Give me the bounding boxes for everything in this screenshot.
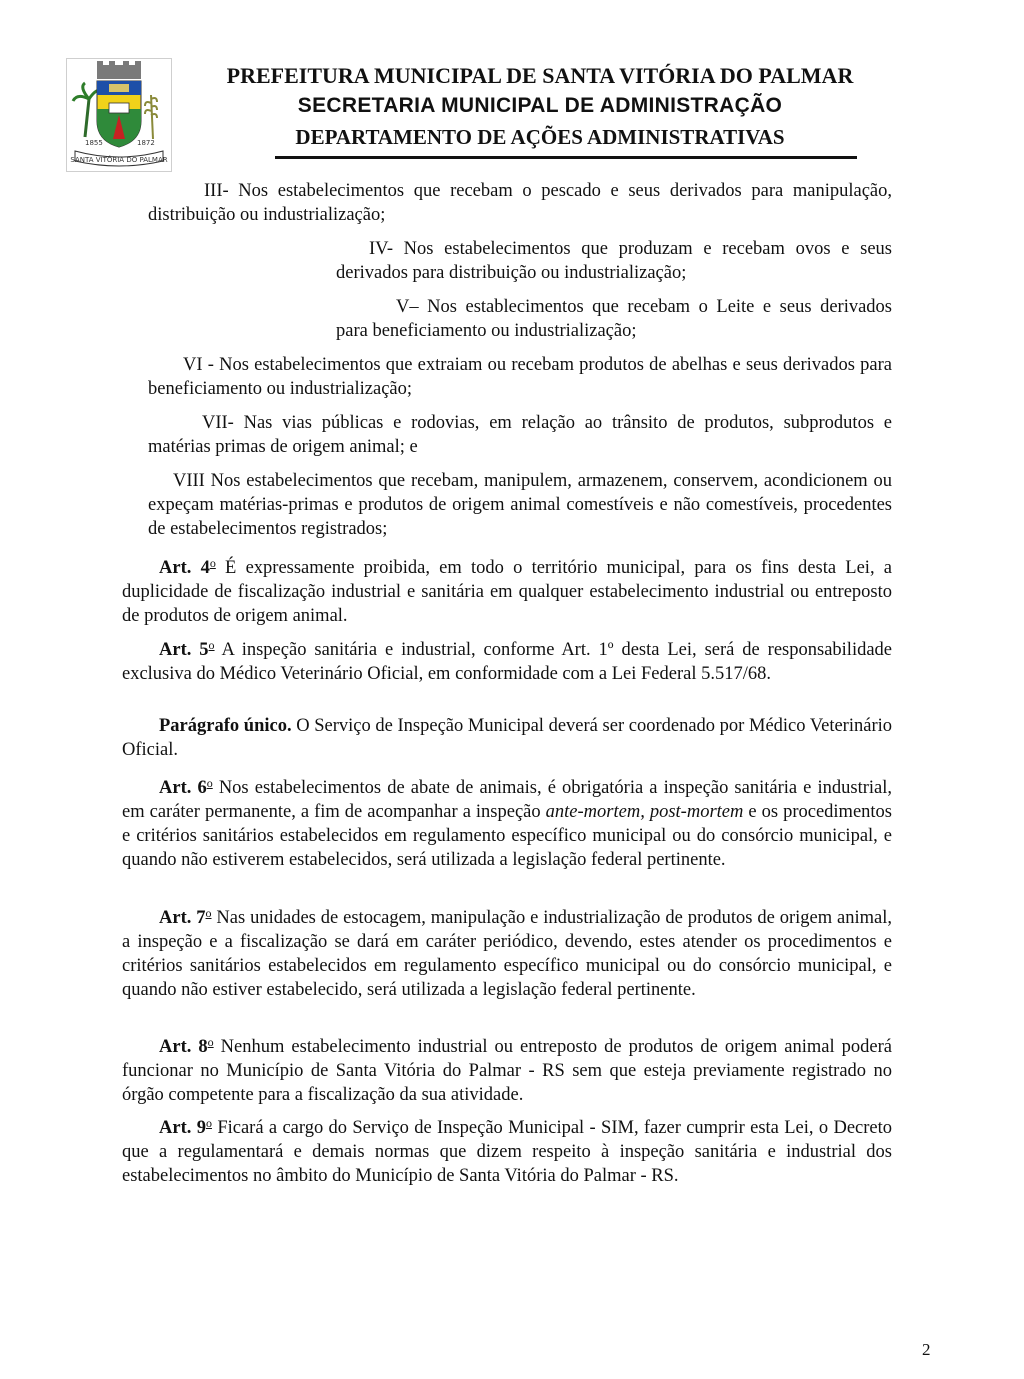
article-6 <box>122 771 892 872</box>
item-vi: VI - Nos estabelecimentos que extraiam ou recebam produtos de abelhas e seus derivados para beneficiamento ou industrialização; <box>148 355 892 399</box>
article-7-ordinal: o <box>205 906 212 920</box>
article-8-ordinal: o <box>207 1035 214 1049</box>
header-secretaria: SECRETARIA MUNICIPAL DE ADMINISTRAÇÃO <box>297 94 783 117</box>
article-5-text: A inspeção sanitária e industrial, conforme Art. 1º desta Lei, será de responsabilidade exclusiva do Médico Veterinário Oficial, em conformidade com a Lei Federal 5.517/68. <box>122 640 893 684</box>
item-iv: IV- Nos estabelecimentos que produzam e recebam ovos e seus derivados para distribuição ou industrialização; <box>336 239 892 283</box>
article-9 <box>122 1111 892 1188</box>
article-9-ordinal: o <box>205 1116 212 1130</box>
header-prefeitura: PREFEITURA MUNICIPAL DE SANTA VITÓRIA DO PALMAR <box>226 63 854 88</box>
article-7-text: Nas unidades de estocagem, manipulação e industrialização de produtos de origem animal, a inspeção e a fiscalização se dará em caráter periódico, devendo, estes atender os procedimentos e critérios sanitários estabelecidos em regulamento específico municipal ou do consórcio municipal, e quando não estiver estabelecido, será utilizada a legislação federal pertinente. <box>122 908 892 1000</box>
article-6-label: Art. 6 <box>159 778 207 798</box>
article-7 <box>122 901 892 1002</box>
paragrafo-unico <box>122 714 892 762</box>
article-6-italic: ante-mortem, post-mortem <box>545 802 744 822</box>
article-9-label: Art. 9 <box>159 1118 206 1138</box>
article-4 <box>122 551 892 628</box>
article-6-ordinal: o <box>206 776 213 790</box>
item-viii: VIII Nos estabelecimentos que recebam, manipulem, armazenem, conservem, acondicionem ou expeçam matérias-primas e produtos de origem animal comestíveis e não comestíveis, procedentes de estabelecimentos registrados; <box>148 471 892 539</box>
crest-year-right: 1872 <box>137 139 155 147</box>
paragrafo-unico-text: O Serviço de Inspeção Municipal deverá ser coordenado por Médico Veterinário Oficial. <box>122 716 892 760</box>
article-5-label: Art. 5 <box>159 640 209 660</box>
article-8 <box>122 1030 892 1107</box>
item-v: V– Nos establecimentos que recebam o Leite e seus derivados para beneficiamento ou industrialização; <box>336 297 892 341</box>
header-divider <box>275 156 857 159</box>
article-9-text: Ficará a cargo do Serviço de Inspeção Municipal - SIM, fazer cumprir esta Lei, o Decreto que a regulamentará e demais normas que dizem respeito à inspeção sanitária e industrial dos estabelecimentos no âmbito do Município de Santa Vitória do Palmar - RS. <box>122 1118 893 1186</box>
article-5 <box>122 633 892 686</box>
page-number: 2 <box>922 1340 931 1359</box>
article-6-text-a: Nos estabelecimentos de abate de animais, é obrigatória a inspeção sanitária e industrial, em caráter permanente, a fim de acompanhar a inspeção <box>122 778 893 822</box>
article-7-label: Art. 7 <box>159 908 206 928</box>
crest-motto: SANTA VITÓRIA DO PALMAR <box>70 156 168 164</box>
article-4-label: Art. 4 <box>159 558 210 578</box>
article-6-text-b: e os procedimentos e critérios sanitários estabelecidos em regulamento específico municipal ou do consórcio municipal, e quando não estiverem estabelecidos, será utilizada a legislação federal pertinente. <box>122 802 892 870</box>
municipal-crest-logo <box>66 58 172 172</box>
item-vii: VII- Nas vias públicas e rodovias, em relação ao trânsito de produtos, subprodutos e matérias primas de origem animal; e <box>148 413 892 457</box>
item-iii: III- Nos estabelecimentos que recebam o pescado e seus derivados para manipulação, distribuição ou industrialização; <box>148 181 892 225</box>
article-4-ordinal: o <box>209 556 216 570</box>
crest-year-left: 1855 <box>85 139 103 147</box>
article-5-ordinal: o <box>208 638 215 652</box>
header-departamento: DEPARTAMENTO DE AÇÕES ADMINISTRATIVAS <box>295 125 785 149</box>
article-4-text: É expressamente proibida, em todo o território municipal, para os fins desta Lei, a duplicidade de fiscalização industrial e sanitária em qualquer estabelecimento industrial ou entreposto de produtos de origem animal. <box>122 558 892 626</box>
article-8-text: Nenhum estabelecimento industrial ou entreposto de produtos de origem animal poderá funcionar no Município de Santa Vitória do Palmar - RS sem que esteja previamente registrado no órgão competente para a fiscalização da sua atividade. <box>122 1037 892 1105</box>
paragrafo-unico-label: Parágrafo único. <box>159 716 292 736</box>
article-8-label: Art. 8 <box>159 1037 208 1057</box>
